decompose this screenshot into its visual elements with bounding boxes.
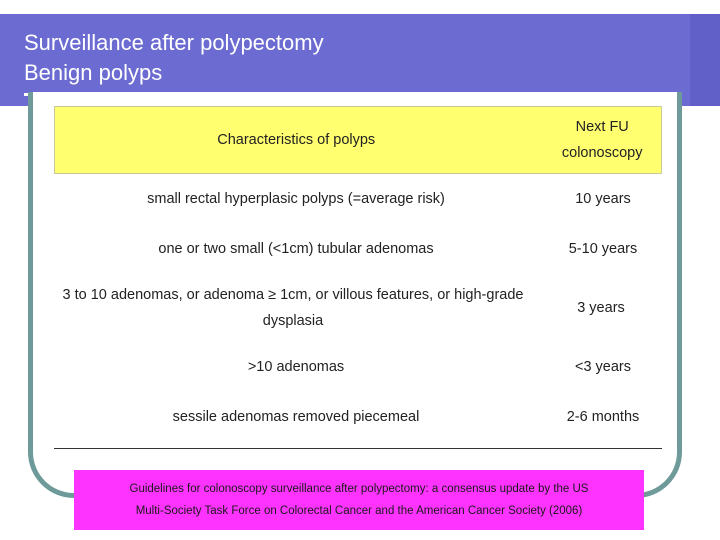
row-next-fu: 5-10 years <box>568 241 638 257</box>
row-next-fu: 2-6 months <box>566 409 640 425</box>
slide-title-line1: Surveillance after polypectomy <box>24 30 324 55</box>
header-characteristics: Characteristics of polyps <box>217 132 376 148</box>
row-characteristics: one or two small (<1cm) tubular adenomas <box>158 241 434 257</box>
table-row <box>54 342 662 392</box>
table-row <box>54 392 662 442</box>
header-next-fu: Next FU colonoscopy <box>561 119 643 161</box>
table-header-row <box>54 106 662 174</box>
table-row <box>54 224 662 274</box>
row-characteristics: sessile adenomas removed piecemeal <box>172 409 420 425</box>
row-characteristics: 3 to 10 adenomas, or adenoma ≥ 1cm, or villous features, or high-grade dysplasia <box>62 287 524 329</box>
title-band-edge <box>690 14 720 106</box>
table-row <box>54 274 662 342</box>
row-characteristics: small rectal hyperplasic polyps (=average risk) <box>147 191 445 207</box>
slide-title-line2: Benign polyps <box>24 60 163 85</box>
citation-box <box>74 470 644 530</box>
row-next-fu: 10 years <box>575 191 631 207</box>
row-next-fu: <3 years <box>574 359 632 375</box>
citation-text: Guidelines for colonoscopy surveillance after polypectomy: a consensus update by the US Multi-Society Task Force on Colorectal Cancer and the American Cancer Society (2006) <box>129 483 589 517</box>
row-characteristics: >10 adenomas <box>247 359 345 375</box>
slide-title <box>24 28 324 88</box>
surveillance-table <box>54 106 662 449</box>
table-row <box>54 174 662 224</box>
table-bottom-rule <box>54 448 662 449</box>
row-next-fu: 3 years <box>577 300 625 316</box>
